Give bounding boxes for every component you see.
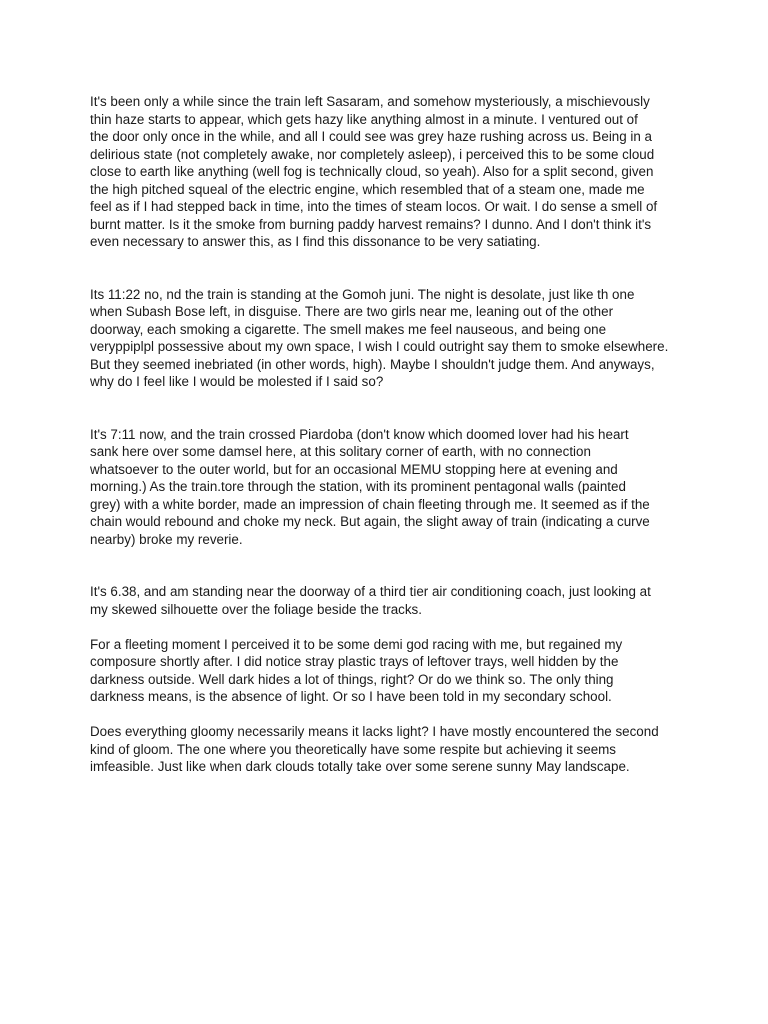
paragraph-doorway-silhouette: It's 6.38, and am standing near the doorway of a third tier air conditioning coach, just looking at my skewed silhouette over the foliage beside the tracks. xyxy=(90,584,651,617)
document-body xyxy=(90,93,685,776)
paragraph-piardoba: It's 7:11 now, and the train crossed Piardoba (don't know which doomed lover had his heart sank here over some damsel here, at this solitary corner of earth, with no connection whatsoever to the outer world, but for an occasional MEMU stopping here at evening and morning.) As the train.tore through the station, with its prominent pentagonal walls (painted grey) with a white border, made an impression of chain fleeting through me. It seemed as if the chain would rebound and choke my neck. But again, the slight away of train (indicating a curve nearby) broke my reverie. xyxy=(90,426,650,547)
paragraph-sasaram-haze: It's been only a while since the train left Sasaram, and somehow mysteriously, a mischievously thin haze starts to appear, which gets hazy like anything almost in a minute. I ventured out of the door only once in the while, and all I could see was grey haze rushing across us. Being in a delirious state (not completely awake, nor completely asleep), i perceived this to be some cloud close to earth like anything (well fog is technically cloud, so yeah). Also for a split second, given the high pitched squeal of the electric engine, which resembled that of a steam one, made me feel as if I had stepped back in time, into the times of steam locos. Or wait. I do sense a smell of burnt matter. Is it the smoke from burning paddy harvest remains? I dunno. And I don't think it's even necessary to answer this, as I find this dissonance to be very satiating. xyxy=(90,94,658,249)
paragraph-gomoh-junction: Its 11:22 no, nd the train is standing at the Gomoh juni. The night is desolate, just like th one when Subash Bose left, in disguise. There are two girls near me, leaning out of the other doorway, each smoking a cigarette. The smell makes me feel nauseous, and being one veryppiplpl possessive about my own space, I wish I could outright say them to smoke elsewhere. But they seemed inebriated (in other words, high). Maybe I shouldn't judge them. And anyways, why do I feel like I would be molested if I said so? xyxy=(90,286,669,389)
paragraph-gloom: Does everything gloomy necessarily means it lacks light? I have mostly encountered the second kind of gloom. The one where you theoretically have some respite but achieving it seems imfeasible. Just like when dark clouds totally take over some serene sunny May landscape. xyxy=(90,724,659,774)
paragraph-demi-god: For a fleeting moment I perceived it to be some demi god racing with me, but regained my composure shortly after. I did notice stray plastic trays of leftover trays, well hidden by the darkness outside. Well dark hides a lot of things, right? Or do we think so. The only thing darkness means, is the absence of light. Or so I have been told in my secondary school. xyxy=(90,636,623,704)
